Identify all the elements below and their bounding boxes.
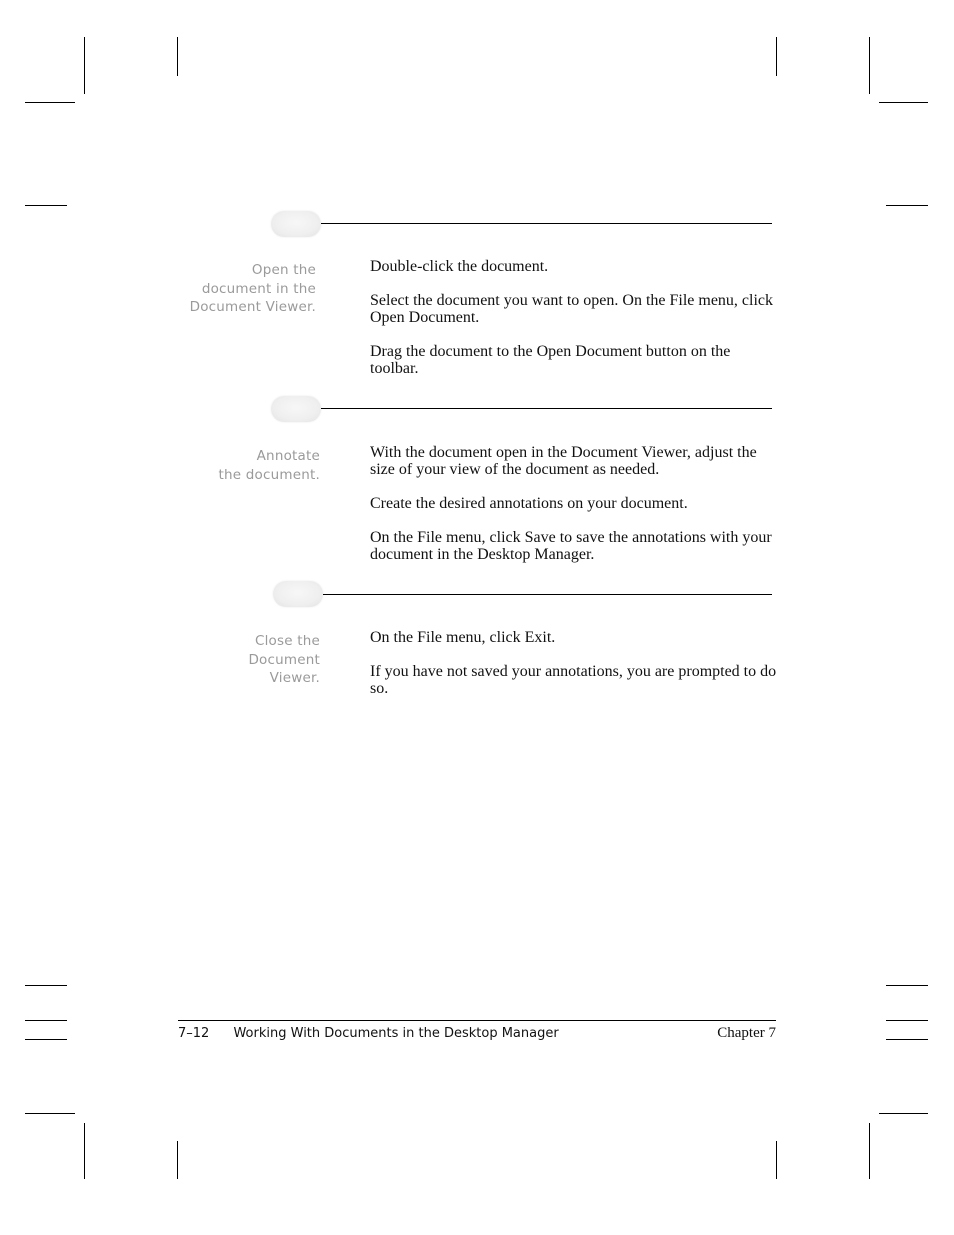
crop-mark: [25, 102, 75, 103]
crop-mark: [879, 102, 928, 103]
paragraph: On the File menu, click Exit.: [370, 629, 556, 646]
paragraph: Drag the document to the Open Document button on the toolbar.: [370, 343, 731, 377]
crop-mark: [886, 1039, 928, 1040]
step-label: Annotate the document.: [218, 448, 320, 483]
running-footer: [178, 1026, 559, 1041]
step-body: [370, 258, 780, 394]
paragraph: On the File menu, click Save to save the annotations with your document in the Desktop Manager.: [370, 529, 772, 563]
crop-mark: [25, 1113, 75, 1114]
section-rule: [321, 408, 772, 409]
crop-mark: [886, 985, 928, 986]
section-rule: [321, 223, 772, 224]
step-marker-pill: [273, 581, 323, 607]
page-number: 7–12: [178, 1026, 210, 1041]
paragraph: Select the document you want to open. On the File menu, click Open Document.: [370, 292, 774, 326]
crop-mark: [879, 1113, 928, 1114]
step-label: Close the Document Viewer.: [248, 633, 320, 686]
crop-mark: [776, 1141, 777, 1179]
section-title: Working With Documents in the Desktop Manager: [233, 1026, 559, 1041]
crop-mark: [869, 1123, 870, 1179]
crop-mark: [886, 1020, 928, 1021]
paragraph: Create the desired annotations on your document.: [370, 495, 688, 512]
crop-mark: [84, 1123, 85, 1179]
chapter-label: Chapter 7: [717, 1025, 776, 1041]
section-rule: [323, 594, 772, 595]
crop-mark: [886, 205, 928, 206]
step-body: [370, 444, 780, 580]
crop-mark: [177, 37, 178, 76]
crop-mark: [25, 1020, 67, 1021]
crop-mark: [25, 1039, 67, 1040]
step-marker-pill: [271, 211, 321, 237]
crop-mark: [776, 37, 777, 76]
crop-mark: [84, 37, 85, 94]
step-label: Open the document in the Document Viewer.: [189, 262, 316, 315]
crop-mark: [869, 37, 870, 94]
crop-mark: [177, 1141, 178, 1179]
step-marker-pill: [271, 396, 321, 422]
crop-mark: [25, 985, 67, 986]
paragraph: Double-click the document.: [370, 258, 549, 275]
paragraph: If you have not saved your annotations, you are prompted to do so.: [370, 663, 777, 697]
paragraph: With the document open in the Document Viewer, adjust the size of your view of the document as needed.: [370, 444, 757, 478]
step-body: [370, 629, 780, 714]
crop-mark: [25, 205, 67, 206]
footer-rule: [178, 1020, 776, 1021]
